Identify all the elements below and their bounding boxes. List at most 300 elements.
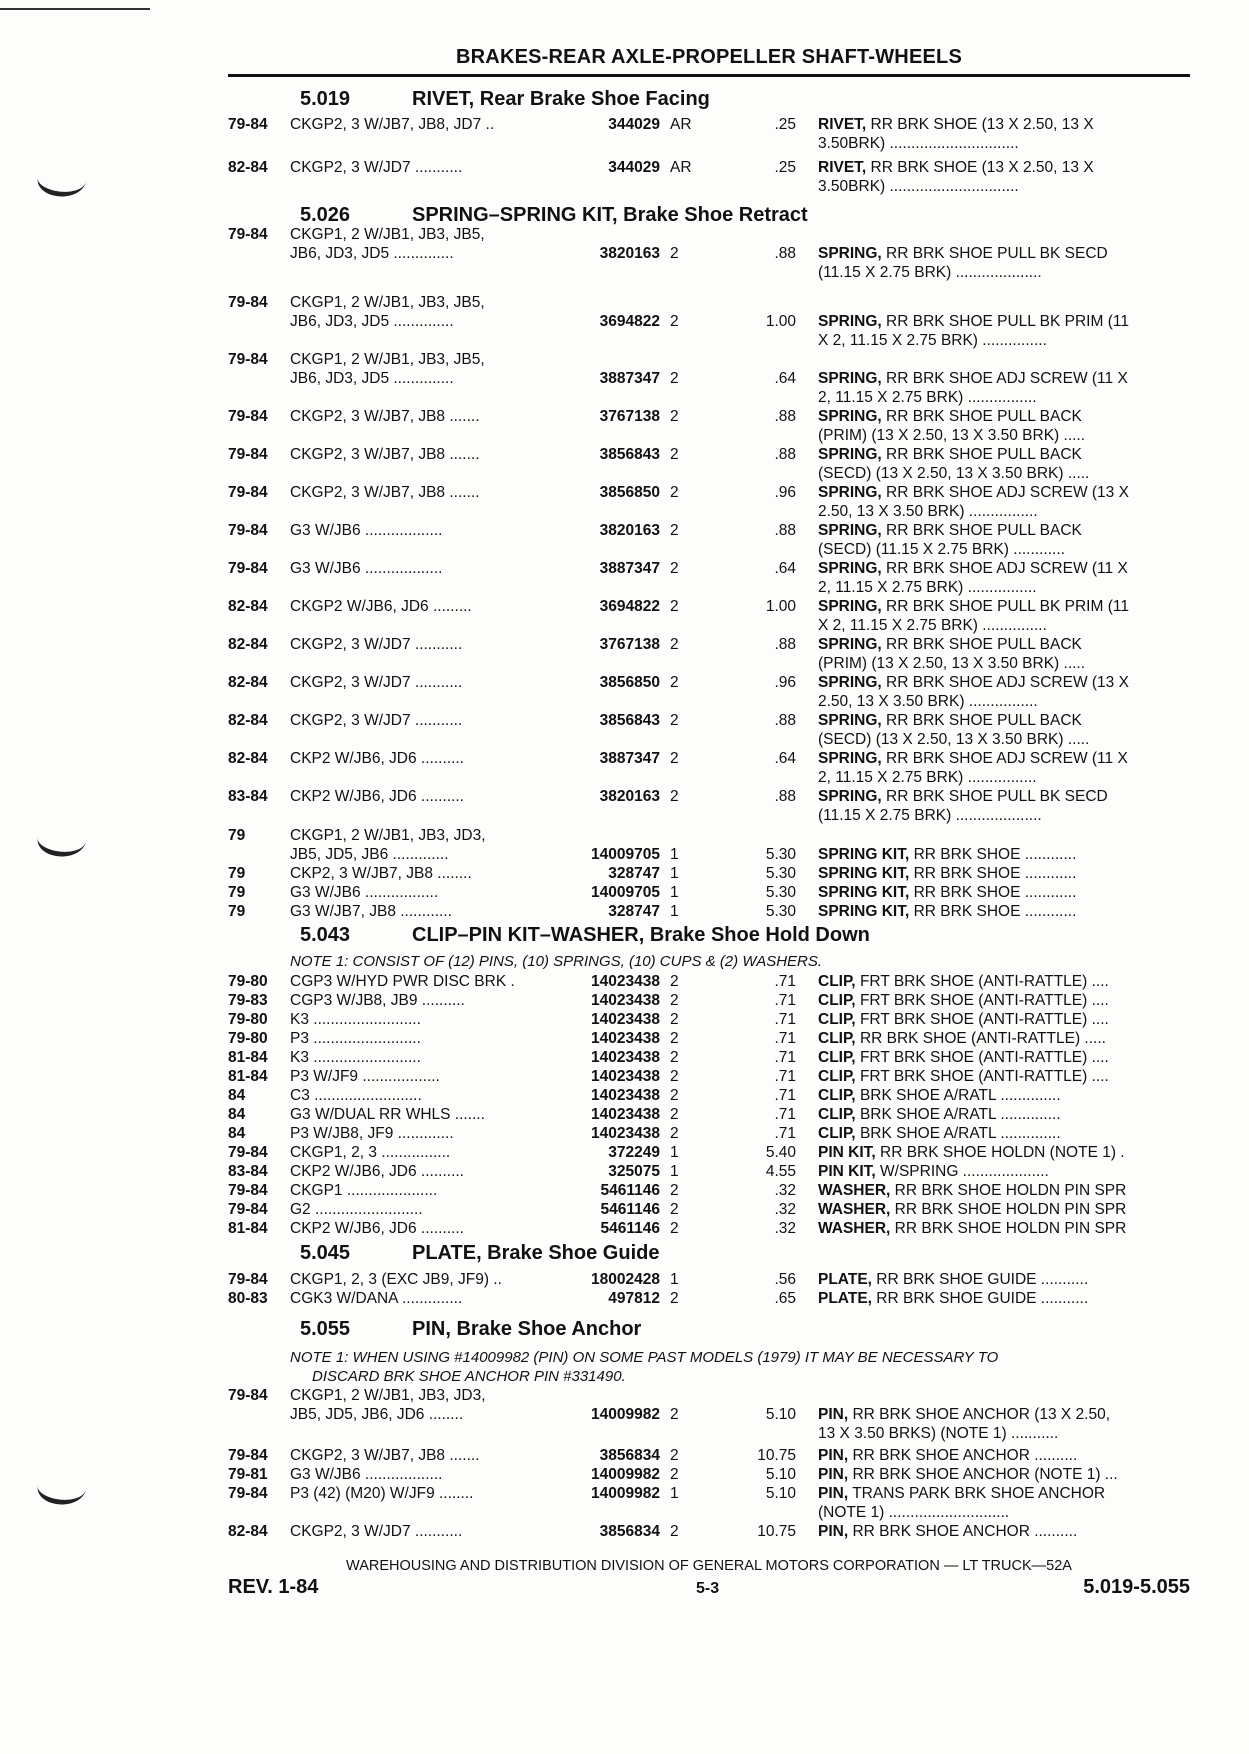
- part-number: 14009982: [591, 1406, 660, 1423]
- table-row: [0, 749, 1249, 768]
- section-title: SPRING–SPRING KIT, Brake Shoe Retract: [412, 204, 808, 226]
- model-years: 82-84: [228, 750, 268, 767]
- item-detail: X 2, 11.15 X 2.75 BRK) ...............: [818, 332, 1047, 349]
- table-row: [0, 768, 1249, 787]
- part-number: 3856834: [599, 1447, 660, 1464]
- quantity: 1: [670, 903, 679, 920]
- table-row: [0, 1405, 1249, 1424]
- table-row: [0, 1424, 1249, 1443]
- item-name: SPRING KIT,: [818, 903, 910, 920]
- quantity: 2: [670, 750, 679, 767]
- item-detail: (NOTE 1) ............................: [818, 1504, 1010, 1521]
- quantity: 2: [670, 484, 679, 501]
- table-row: [0, 1029, 1249, 1048]
- description: [818, 1522, 1077, 1541]
- quantity: AR: [670, 159, 692, 176]
- quantity: 2: [670, 1106, 679, 1123]
- item-name: PIN KIT,: [818, 1163, 876, 1180]
- model-years: 79-80: [228, 1011, 268, 1028]
- item-detail: FRT BRK SHOE (ANTI-RATTLE) ....: [859, 1068, 1109, 1085]
- item-name: CLIP,: [818, 1125, 856, 1142]
- description: [818, 1405, 1110, 1424]
- part-number: 3856843: [599, 712, 660, 729]
- section-title: CLIP–PIN KIT–WASHER, Brake Shoe Hold Down: [412, 924, 870, 946]
- quantity: 1: [670, 865, 679, 882]
- table-row: [0, 1105, 1249, 1124]
- table-row: [0, 369, 1249, 388]
- item-detail: RR BRK SHOE ADJ SCREW (13 X: [886, 674, 1129, 691]
- part-number: 372249: [608, 1144, 660, 1161]
- table-row: [0, 883, 1249, 902]
- section-header: [300, 204, 808, 227]
- application: JB5, JD5, JB6 .............: [290, 846, 449, 863]
- item-name: CLIP,: [818, 1087, 856, 1104]
- item-detail: RR BRK SHOE (13 X 2.50, 13 X: [870, 159, 1094, 176]
- item-detail: BRK SHOE A/RATL ..............: [859, 1125, 1061, 1142]
- price: .71: [774, 1049, 796, 1066]
- description: [818, 244, 1108, 263]
- price: .32: [774, 1201, 796, 1218]
- description: [818, 1067, 1109, 1086]
- table-row: [0, 464, 1249, 483]
- quantity: 2: [670, 1406, 679, 1423]
- application: CKGP1, 2, 3 (EXC JB9, JF9) ..: [290, 1271, 502, 1288]
- table-row: [0, 115, 1249, 134]
- description: [818, 1143, 1125, 1162]
- model-years: 79-84: [228, 1387, 268, 1404]
- item-name: CLIP,: [818, 1030, 856, 1047]
- section-title: PLATE, Brake Shoe Guide: [412, 1242, 660, 1264]
- description: [818, 730, 1089, 749]
- description: [818, 1289, 1088, 1308]
- item-detail: BRK SHOE A/RATL ..............: [859, 1106, 1061, 1123]
- price: 10.75: [757, 1447, 796, 1464]
- description: [818, 1270, 1088, 1289]
- application: CGK3 W/DANA ..............: [290, 1290, 463, 1307]
- model-years: 82-84: [228, 1523, 268, 1540]
- description: [818, 711, 1082, 730]
- application: CKGP1, 2 W/JB1, JB3, JD3,: [290, 1387, 486, 1404]
- part-number: 3887347: [599, 750, 660, 767]
- application: CKGP2, 3 W/JD7 ...........: [290, 712, 463, 729]
- part-number: 3820163: [599, 788, 660, 805]
- item-name: PIN,: [818, 1485, 849, 1502]
- application: CGP3 W/HYD PWR DISC BRK .: [290, 973, 515, 990]
- quantity: 2: [670, 245, 679, 262]
- item-detail: RR BRK SHOE (13 X 2.50, 13 X: [870, 116, 1094, 133]
- application: CKP2 W/JB6, JD6 ..........: [290, 1220, 464, 1237]
- quantity: 2: [670, 598, 679, 615]
- price: .88: [774, 408, 796, 425]
- description: [818, 654, 1085, 673]
- item-detail: (SECD) (13 X 2.50, 13 X 3.50 BRK) .....: [818, 731, 1090, 748]
- table-row: [0, 293, 1249, 312]
- table-row: [0, 1067, 1249, 1086]
- item-name: CLIP,: [818, 1068, 856, 1085]
- model-years: 80-83: [228, 1290, 268, 1307]
- part-number: 14023438: [591, 1011, 660, 1028]
- item-name: CLIP,: [818, 973, 856, 990]
- item-name: RIVET,: [818, 159, 867, 176]
- price: .88: [774, 446, 796, 463]
- application: CKGP1, 2, 3 ................: [290, 1144, 451, 1161]
- item-detail: RR BRK SHOE (ANTI-RATTLE) .....: [859, 1030, 1106, 1047]
- model-years: 82-84: [228, 636, 268, 653]
- item-name: SPRING,: [818, 408, 882, 425]
- description: [818, 1105, 1061, 1124]
- price: .88: [774, 788, 796, 805]
- table-row: [0, 673, 1249, 692]
- model-years: 79-84: [228, 1144, 268, 1161]
- item-name: CLIP,: [818, 1011, 856, 1028]
- item-name: SPRING,: [818, 598, 882, 615]
- description: [818, 1181, 1126, 1200]
- description: [818, 540, 1065, 559]
- quantity: 1: [670, 884, 679, 901]
- quantity: 2: [670, 408, 679, 425]
- description: [818, 845, 1076, 864]
- price: .71: [774, 992, 796, 1009]
- item-detail: RR BRK SHOE PULL BK SECD: [886, 788, 1108, 805]
- model-years: 79: [228, 827, 246, 844]
- description: [818, 1446, 1077, 1465]
- application: CKP2 W/JB6, JD6 ..........: [290, 1163, 464, 1180]
- item-name: SPRING,: [818, 370, 882, 387]
- quantity: 2: [670, 446, 679, 463]
- application: CKGP1 .....................: [290, 1182, 438, 1199]
- application: JB6, JD3, JD5 ..............: [290, 313, 454, 330]
- quantity: 2: [670, 788, 679, 805]
- table-row: [0, 1270, 1249, 1289]
- item-name: SPRING,: [818, 484, 882, 501]
- item-detail: RR BRK SHOE PULL BK PRIM (11: [886, 598, 1129, 615]
- table-row: [0, 388, 1249, 407]
- item-detail: RR BRK SHOE ............: [913, 884, 1077, 901]
- application: G3 W/JB7, JB8 ............: [290, 903, 452, 920]
- table-row: [0, 864, 1249, 883]
- description: [818, 1010, 1109, 1029]
- section-number: 5.043: [300, 924, 351, 946]
- table-row: [0, 1446, 1249, 1465]
- model-years: 79-81: [228, 1466, 268, 1483]
- price: .71: [774, 1125, 796, 1142]
- model-years: 84: [228, 1087, 246, 1104]
- model-years: 79-84: [228, 484, 268, 501]
- model-years: 79: [228, 903, 246, 920]
- footer-page-number: 5-3: [696, 1580, 720, 1597]
- model-years: 83-84: [228, 1163, 268, 1180]
- application: JB5, JD5, JB6, JD6 ........: [290, 1406, 464, 1423]
- model-years: 79-84: [228, 446, 268, 463]
- price: .56: [774, 1271, 796, 1288]
- description: [818, 692, 1038, 711]
- price: 5.30: [765, 884, 796, 901]
- description: [818, 578, 1037, 597]
- price: .71: [774, 1068, 796, 1085]
- model-years: 82-84: [228, 159, 268, 176]
- description: [818, 1029, 1106, 1048]
- table-row: [0, 616, 1249, 635]
- quantity: 2: [670, 522, 679, 539]
- item-name: PIN KIT,: [818, 1144, 876, 1161]
- item-detail: 2.50, 13 X 3.50 BRK) ................: [818, 503, 1038, 520]
- quantity: 2: [670, 1087, 679, 1104]
- item-detail: 2, 11.15 X 2.75 BRK) ................: [818, 579, 1037, 596]
- model-years: 81-84: [228, 1049, 268, 1066]
- table-row: [0, 1162, 1249, 1181]
- model-years: 79-80: [228, 1030, 268, 1047]
- part-number: 3856850: [599, 484, 660, 501]
- price: .88: [774, 636, 796, 653]
- part-number: 14023438: [591, 973, 660, 990]
- item-detail: RR BRK SHOE HOLDN PIN SPR: [894, 1201, 1127, 1218]
- quantity: 2: [670, 1030, 679, 1047]
- item-detail: RR BRK SHOE GUIDE ...........: [876, 1271, 1089, 1288]
- price: 1.00: [765, 598, 796, 615]
- section-header: [300, 924, 870, 947]
- price: 5.30: [765, 903, 796, 920]
- item-detail: RR BRK SHOE ADJ SCREW (11 X: [886, 560, 1128, 577]
- item-name: PLATE,: [818, 1290, 872, 1307]
- quantity: 2: [670, 1466, 679, 1483]
- item-detail: FRT BRK SHOE (ANTI-RATTLE) ....: [859, 992, 1109, 1009]
- table-row: [0, 635, 1249, 654]
- note-text: NOTE 1: CONSIST OF (12) PINS, (10) SPRINGS, (10) CUPS & (2) WASHERS.: [290, 953, 823, 970]
- price: 1.00: [765, 313, 796, 330]
- table-row: [0, 845, 1249, 864]
- item-detail: RR BRK SHOE ADJ SCREW (11 X: [886, 750, 1128, 767]
- table-row: [0, 1086, 1249, 1105]
- application: CKGP1, 2 W/JB1, JB3, JD3,: [290, 827, 486, 844]
- description: [818, 263, 1042, 282]
- application: CKGP2, 3 W/JB7, JB8 .......: [290, 484, 480, 501]
- item-detail: X 2, 11.15 X 2.75 BRK) ...............: [818, 617, 1047, 634]
- application: G3 W/JB6 .................: [290, 884, 439, 901]
- table-row: [0, 1465, 1249, 1484]
- item-name: SPRING KIT,: [818, 865, 910, 882]
- table-row: [0, 991, 1249, 1010]
- table-row: [0, 177, 1249, 196]
- description: [818, 1465, 1118, 1484]
- part-number: 3856834: [599, 1523, 660, 1540]
- description: [818, 559, 1128, 578]
- description: [818, 177, 1019, 196]
- item-detail: RR BRK SHOE ADJ SCREW (11 X: [886, 370, 1128, 387]
- item-detail: RR BRK SHOE ANCHOR (13 X 2.50,: [852, 1406, 1111, 1423]
- corner-scan-mark: [0, 8, 150, 10]
- part-number: 3767138: [599, 408, 660, 425]
- model-years: 79-84: [228, 116, 268, 133]
- description: [818, 902, 1076, 921]
- model-years: 79-80: [228, 973, 268, 990]
- table-row: [0, 426, 1249, 445]
- application: K3 .........................: [290, 1049, 421, 1066]
- quantity: 2: [670, 1201, 679, 1218]
- quantity: 1: [670, 1163, 679, 1180]
- price: .71: [774, 1011, 796, 1028]
- section-number: 5.055: [300, 1318, 351, 1340]
- item-detail: (11.15 X 2.75 BRK) ....................: [818, 264, 1042, 281]
- item-name: SPRING,: [818, 522, 882, 539]
- application: K3 .........................: [290, 1011, 421, 1028]
- price: .32: [774, 1182, 796, 1199]
- item-detail: 2, 11.15 X 2.75 BRK) ................: [818, 769, 1037, 786]
- part-number: 3856850: [599, 674, 660, 691]
- table-row: [0, 730, 1249, 749]
- description: [818, 312, 1129, 331]
- item-detail: RR BRK SHOE ANCHOR (NOTE 1) ...: [852, 1466, 1118, 1483]
- part-number: 14023438: [591, 1049, 660, 1066]
- part-number: 344029: [608, 159, 660, 176]
- item-detail: RR BRK SHOE ............: [913, 865, 1077, 882]
- description: [818, 883, 1076, 902]
- application: CKP2, 3 W/JB7, JB8 ........: [290, 865, 472, 882]
- item-detail: (PRIM) (13 X 2.50, 13 X 3.50 BRK) .....: [818, 427, 1086, 444]
- model-years: 79: [228, 865, 246, 882]
- description: [818, 502, 1038, 521]
- item-detail: FRT BRK SHOE (ANTI-RATTLE) ....: [859, 1011, 1109, 1028]
- part-number: 325075: [608, 1163, 660, 1180]
- item-name: SPRING,: [818, 245, 882, 262]
- part-number: 3820163: [599, 245, 660, 262]
- price: .88: [774, 245, 796, 262]
- description: [818, 464, 1089, 483]
- description: [818, 768, 1037, 787]
- table-row: [0, 654, 1249, 673]
- item-name: PIN,: [818, 1466, 849, 1483]
- table-row: [0, 483, 1249, 502]
- item-detail: RR BRK SHOE PULL BK PRIM (11: [886, 313, 1129, 330]
- table-row: [0, 1503, 1249, 1522]
- table-row: [0, 1219, 1249, 1238]
- table-row: [0, 1386, 1249, 1405]
- item-detail: RR BRK SHOE PULL BACK: [886, 522, 1082, 539]
- price: 4.55: [765, 1163, 796, 1180]
- table-row: [0, 134, 1249, 153]
- model-years: 81-84: [228, 1068, 268, 1085]
- model-years: 79-84: [228, 1271, 268, 1288]
- part-number: 3820163: [599, 522, 660, 539]
- quantity: 2: [670, 1523, 679, 1540]
- price: 5.40: [765, 1144, 796, 1161]
- model-years: 79-84: [228, 522, 268, 539]
- price: 5.10: [765, 1406, 796, 1423]
- description: [818, 787, 1108, 806]
- part-number: 5461146: [600, 1201, 660, 1218]
- quantity: 2: [670, 1125, 679, 1142]
- application: P3 W/JB8, JF9 .............: [290, 1125, 454, 1142]
- price: .96: [774, 484, 796, 501]
- description: [818, 1424, 1058, 1443]
- quantity: 2: [670, 313, 679, 330]
- item-name: RIVET,: [818, 116, 867, 133]
- table-row: [0, 502, 1249, 521]
- table-row: [0, 787, 1249, 806]
- part-number: 3856843: [599, 446, 660, 463]
- quantity: 2: [670, 560, 679, 577]
- part-number: 14023438: [591, 1030, 660, 1047]
- model-years: 79-84: [228, 1201, 268, 1218]
- section-title: RIVET, Rear Brake Shoe Facing: [412, 88, 710, 110]
- item-detail: RR BRK SHOE HOLDN PIN SPR: [894, 1220, 1127, 1237]
- quantity: AR: [670, 116, 692, 133]
- item-detail: RR BRK SHOE PULL BACK: [886, 408, 1082, 425]
- part-number: 5461146: [600, 1220, 660, 1237]
- item-detail: TRANS PARK BRK SHOE ANCHOR: [852, 1485, 1106, 1502]
- model-years: 82-84: [228, 598, 268, 615]
- price: .32: [774, 1220, 796, 1237]
- footer-division: WAREHOUSING AND DISTRIBUTION DIVISION OF GENERAL MOTORS CORPORATION — LT TRUCK—52A: [346, 1558, 1072, 1574]
- table-row: [0, 972, 1249, 991]
- application: C3 .........................: [290, 1087, 422, 1104]
- model-years: 82-84: [228, 712, 268, 729]
- description: [818, 369, 1128, 388]
- description: [818, 616, 1047, 635]
- table-row: [0, 711, 1249, 730]
- description: [818, 1086, 1061, 1105]
- price: .71: [774, 973, 796, 990]
- quantity: 2: [670, 636, 679, 653]
- model-years: 79-84: [228, 294, 268, 311]
- description: [818, 331, 1047, 350]
- description: [818, 445, 1082, 464]
- quantity: 2: [670, 992, 679, 1009]
- description: [818, 407, 1082, 426]
- price: .71: [774, 1106, 796, 1123]
- model-years: 79-84: [228, 226, 268, 243]
- table-row: [0, 540, 1249, 559]
- description: [818, 635, 1082, 654]
- application: JB6, JD3, JD5 ..............: [290, 370, 454, 387]
- note-text: NOTE 1: WHEN USING #14009982 (PIN) ON SOME PAST MODELS (1979) IT MAY BE NECESSARY TO: [290, 1349, 999, 1366]
- part-number: 344029: [608, 116, 660, 133]
- item-detail: 13 X 3.50 BRKS) (NOTE 1) ...........: [818, 1425, 1059, 1442]
- model-years: 79-84: [228, 351, 268, 368]
- item-name: SPRING,: [818, 788, 882, 805]
- table-row: [0, 597, 1249, 616]
- quantity: 1: [670, 1144, 679, 1161]
- item-name: PIN,: [818, 1523, 849, 1540]
- section-number: 5.026: [300, 204, 351, 226]
- quantity: 2: [670, 1447, 679, 1464]
- part-number: 3694822: [599, 313, 660, 330]
- quantity: 2: [670, 1011, 679, 1028]
- item-name: SPRING,: [818, 674, 882, 691]
- item-name: WASHER,: [818, 1201, 891, 1218]
- model-years: 79: [228, 884, 246, 901]
- item-name: PIN,: [818, 1447, 849, 1464]
- description: [818, 1503, 1009, 1522]
- table-row: [0, 312, 1249, 331]
- price: .71: [774, 1087, 796, 1104]
- table-row: [0, 692, 1249, 711]
- description: [818, 673, 1129, 692]
- part-number: 14009982: [591, 1466, 660, 1483]
- price: .25: [774, 116, 796, 133]
- application: P3 W/JF9 ..................: [290, 1068, 440, 1085]
- item-detail: 2, 11.15 X 2.75 BRK) ................: [818, 389, 1037, 406]
- price: .64: [774, 750, 796, 767]
- table-row: [0, 826, 1249, 845]
- description: [818, 1219, 1126, 1238]
- footer-revision: REV. 1-84: [228, 1576, 319, 1598]
- item-detail: FRT BRK SHOE (ANTI-RATTLE) ....: [859, 973, 1109, 990]
- description: [818, 1162, 1049, 1181]
- quantity: 2: [670, 370, 679, 387]
- item-name: SPRING,: [818, 446, 882, 463]
- quantity: 1: [670, 1485, 679, 1502]
- item-name: CLIP,: [818, 1049, 856, 1066]
